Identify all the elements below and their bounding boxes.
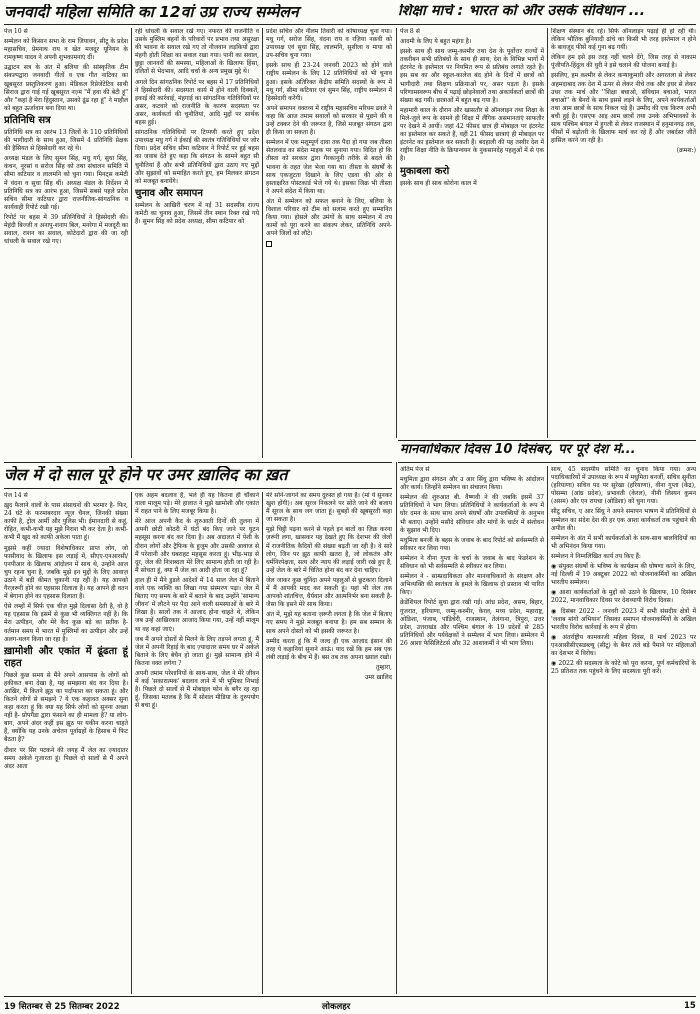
article-shiksha-col-1: पेज 8 से आदमी के लिए ये बहुत महंगा है। इसके साथ ही साथ जम्मू-कश्मीर तथा देश के पूर्वोत्तर राज्यों में तकरीबन सभी प्रतिबंधों के साथ ही साथ, देश के विभिन्न भागों में इंटरनेट के इस्तेमाल पर नियमित रूप से प्रतिबंध लगाते रहते हैं। इस सब का और स्कूल-कालेज बंद होने के दिनों में छात्रों को भागीदारी तथा शिक्षण प्रक्रियाओं पर, असर पड़ता है। इसके परिणामस्वरूप बीच में पढ़ाई छोड़नेवालों तथा अकार्यकर्ता छात्रों की संख्या बढ़ गयी। छात्राओं में बहुत बढ़ गया है। महामारी काल के दौरान और खासतौर से ऑनलाइन तथा शिक्षा के मिले-जुले रूप के सामने ही शिक्षा में लैंगिक असमानताएं साफतौर पर देखने में आयीं। जहां 42 फीसद छात्र ही मोबाइल पर इंटरनेट का इस्तेमाल कर सकते हैं, वहीं 21 फीसद छात्राएं ही मोबाइल पर इंटरनेट का इस्तेमाल कर सकती हैं। बदहाली की यह तस्वीर देश में राष्ट्रीय शिक्षा नीति के क्रियान्वयन के नुकसानदेह पहलुओं में से एक है। मुकाबला करो इसके साथ ही साथ कोरोना काल में xyxy=(400,28,544,187)
footer-date: 19 सितम्बर से 25 सितम्बर 2022 xyxy=(4,1002,120,1012)
subheading-chunav-samapan: चुनाव और समापन xyxy=(135,187,203,199)
footer-paper-name: लोकलहर xyxy=(322,1002,351,1012)
headline-mahila-samiti: जनवादी महिला समिति का 12वां उप्र राज्य सम्मेलन xyxy=(4,4,299,21)
article-shiksha-col-2: शिक्षण संस्थान बंद रहे। सिर्फ ऑनलाइन पढ़ाई ही हो रही थी। लेकिन भौतिक बुनियादी ढांचे का किसी भी तरह इस्तेमाल न होने के बावजूद फीसें कई गुना बढ़ गयीं। लेकिन हम इसे इस तरह नहीं चलने देंगे, जिस तरह से नाकाम पूंजीपति-हिंदुत्व की धुरी ने इसे चलाने की योजना बनाई है। इसलिए, हम कश्मीर से लेकर कन्याकुमारी और अगरतला से लेकर अहमदाबाद तक देश में ऊपर से लेकर नीचे तक और इधर से लेकर उधर तक मार्च और ''शिक्षा बचाओ, संविधान बचाओ, भारत बचाओ'' के बैनरों के साथ इससे लड़ने के लिए, अपने कार्यकर्ताओं तथा आम छात्रों के साथ निकल पड़े हैं। उम्मीद की एक किरण अभी बची हुई है। एसएफ आइ आम छात्रों तथा उनके अभिभावकों के साथ पश्चिम बंगाल में हुगली से लेकर राजस्थान में हनुमानगढ़ तक, फीसों में बढ़ोतरी के खिलाफ मार्च कर रहे हैं और जबर्दस्त जीतें हासिल करने जा रही है। (क्रमश:) xyxy=(551,28,696,155)
headline-manavadhikar: मानवाधिकार दिवस 10 दिसंबर, पर पूरे देश में... xyxy=(400,443,636,457)
footer-page-number: 15 xyxy=(684,1001,696,1011)
article-manav-col-1: अंतिम पेज से मधुमिता द्वारा संगठन और उ आर सिंधु द्वारा भविष्य के आंदोलन और कार्य। जिन्होंने सम्मेलन का संचालन किया। सम्मेलन की शुरुआत बी. वैष्णवी ने की जबकि इसमें 37 प्रतिनिधियों ने भाग लिया। प्रतिनिधियों ने कार्यकर्ताओं के रूप में घोर दमन के साथ साथ अपने संघर्षों और उपलब्धियों के अनुभव भी बताए। उन्होंने मसौदे संविधान और मांगों के चार्टर में संशोधन के सुझाव भी दिए। मधुमिता बनर्जी के बहस के जवाब के बाद रिपोर्ट को सर्वसम्मति से स्वीकार कर लिया गया। सम्मेलन ने वीना गुप्ता के चर्चा के जवाब के बाद फेडरेशन के संविधान को भी सर्वसम्मति से स्वीकार कर लिया। सम्मेलन ने - साम्प्रदायिकता और मानवाधिकारों के संरक्षण और अभिव्यक्ति की स्वतंत्रता के हमले के खिलाफ दो प्रस्ताव भी पारित किए। क्रेडेंशियल रिपोर्ट सुधा द्वारा रखी गई। आंध्र प्रदेश, असम, बिहार, गुजरात, हरियाणा, जम्मू-कश्मीर, केरल, मध्य प्रदेश, महाराष्ट्र, ओडिशा, पंजाब, पांडिचेरी, राजस्थान, तेलंगाना, त्रिपुरा, उत्तर प्रदेश, उत्तराखंड और पश्चिम बंगाल के 19 प्रदेशों से 285 प्रतिनिधियों और पर्यवेक्षकों ने सम्मेलन में भाग लिया। सम्मेलन में 26 आशा फेसिलिटेटर्स और 32 आशाकर्मी ने भी भाग लिया। xyxy=(400,466,544,647)
article-umar-col-3: मेरे सोने-जागने का समय दुरुस्त हो गया है। (मां ये सुनकर खुश होंगी)। अब सूरज निकलने पर सोते जाने की बजाय मैं सूरज के साथ जग जाता हूं। सुबहों की खूबसूरती कहा जा सकता है। मुझे चिट्ठी पढ़ना करने से पहले इन बातों का ज़िक्र करना ज़रूरी लगा, खासकर यह देखते हुए कि देशभर की जेलों में राजनीतिक कैदियों की संख्या बढ़ती जा रही है। वे सारे लोग, जिन पर झूठ काफी खतरा है, जो लोकतंत्र और धर्मनिरपेक्षता, सत्य और न्याय की लड़ाई जारी रखे हुए हैं, उन्हें जेल के बारे में चिंतित होना बंद कर देना चाहिए। जेल जाकर कुछ चुनिंदा अपने पहलुओं से छुटकारा दिलाने में मैं आपकी मदद कर सकती हूं। यहां भी जेल तक आपको शांतचित्त, धैर्यवान और आत्मनिर्भर बना सकती है- जैसा कि इसने मेरे साथ किया। अंत में, मुझे यह बताना ज़रूरी लगता है कि जेल में बिताए गए समय ने मुझे मजबूत बनाया है। हम सब सम्मान के साथ अपने दोस्तों को भी इसकी जरूरत है। उम्मीद करता हूं कि मैं जल्द ही एक आज़ाद इंसान की तरह ये कहानियां सुनाने आऊं। याद रखें कि हम सब एक लंबी लड़ाई के बीच में हैं। बस तब तक अपना ख्याल रखो। तुम्हारा, उमर ख़ालिद xyxy=(266,492,392,681)
article-manav-col-2: साथ, 45 सदस्यीय समिति का चुनाव किया गया। अन्य पदाधिकारियों में उपाध्यक्ष के रूप में मधुमिता बनर्जी, सचिव सुनीता (हरियाणा) सचिव पद पर सुरेखा (हरियाणा), वीना गुप्ता (केंद्र), पोसम्मा (आंध्र प्रदेश), प्रभावती (केरल), नीनी लिस्यन कुमन (असम) और एन रायचा (ओडिशा) को चुना गया। सीटू सचिव, ए आर सिंधु ने अपने समापन भाषण में प्रतिनिधियों से सम्मेलन का संदेश देश की हर एक आशा कार्यकर्ता तक पहुंचाने की अपील की। सम्मेलन के अंत में सभी कार्यकर्ताओं के साथ-साथ बालविदियों का भी अभिनंदन किया गया। सम्मेलन ने निम्नलिखित कार्य तय किए हैं: ◉ संयुक्त संघर्षों के भविष्य के कार्यक्रम की घोषणा करने के लिए, नई दिल्ली में 19 अक्टूबर 2022 को योजनाकर्मियों का अखिल भारतीय सम्मेलन। ◉ आशा कार्यकर्ताओं के मुद्दों को उठाने के खिलाफ, 10 दिसंबर 2022, मानवाधिकार दिवस पर देशव्यापी विरोध दिवस। ◉ दिसंबर 2022 - जनवरी 2023 में सभी संसदीय क्षेत्रों में 'जवाब मांगो अभियान' जिसका समापन योजनाकर्मियों के अखिल भारतीय विरोध कार्रवाई के रूप में होगा। ◉ अंतर्राष्ट्रीय कामकाजी महिला दिवस, 8 मार्च 2023 पर एनआसीसीएसडब्ल्यू (सीटू) के बैनर तले बड़े पैमाने पर महिलाओं का देशभर में विरोध। ◉ 2022 की सदस्यता के कोटे को पूरा करना, पूर्ण कर्मचारियों के 25 प्रतिशत तक पहुंचने के लिए सदस्यता पूरी करें। xyxy=(551,466,696,676)
headline-shiksha-march: शिक्षा मार्च : भारत को और उसके संविधान ... xyxy=(398,4,646,19)
article-mahila-col-3: प्रदेश सचिव और नीलम तिवारी को कोषाध्यक्ष चुना गया। मधु गर्ग, सरोज सिंह, वंदना राय व रज़िया नक़वी को उपाध्यक्ष एवं सुधा सिंह, लालमनि, सुशीला व माया को उप-सचिव चुना गया। इसके साथ ही 23-24 जनवरी 2023 को होने वाले राष्ट्रीय सम्मेलन के लिए 12 प्रतिनिधियों को भी चुनाव हुआ। इसके अतिरिक्त केंद्रीय समिति सदस्यों के रूप में मधु गर्ग, सीमा कटियार एवं सुमन सिंह, राष्ट्रीय सम्मेलन में हिस्सेदारी करेंगी। अपने समापन वक्तव्य में राष्ट्रीय महासचिव मरियम ढवले ने कहा कि आज तमाम सवालों को सरकार से पूछने की व उन्हें टक्कर देने की जरूरत है, जिसे मजबूत संगठन द्वारा ही किया जा सकता है। सम्मेलन में एक मशूम्पूर्ण दावा तक पैदा हो गया जब तीस्ता सेतलवाड का संदेश माइक पर सुनाया गया। विदित हो कि तीस्ता को सरकार द्वारा गैरकानूनी तरीके से बदले की भावना के तहत जेल भेजा गया था। तीस्ता के संघर्षों के साथ एकजुटता दिखाने के लिए एडवा की ओर से हस्ताक्षरित पोस्टकार्ड भेजे गये थे। इसका जिक्र भी तीस्ता ने अपने संदेश में किया था। अंत में सम्मेलन को सफल बनाने के लिए, बलिया के विशाल परिवार को टीम को सलाम करते हुए सम्मानित किया गया। होसले और उमंगों के साथ सम्मेलन में तय कामों को पूरा करने का संकल्प लेकर, प्रतिनिधि अपने-अपने जिलों को लौटे। xyxy=(266,28,392,458)
headline-umar-khalid: जेल में दो साल पूरे होने पर उमर ख़ालिद का ख़त xyxy=(4,466,288,484)
signoff-umar-khalid: उमर ख़ालिद xyxy=(365,673,392,681)
article-mahila-col-1: पेज 10 से सम्मेलन को किसान सभा के राम जियावन, सीटू के प्रदेश महासचिव, प्रेमनाथ राय व खेत मजदूर यूनियन के रामकृष्ण यादव ने अपनी शुभकामनाएं दीं। उद्घाटन सत्र के अंत में बलिया की सांस्कृतिक टीम संकल्पद्वारा जनवादी गीतों व एक गीत नाटिका का खूबसूरत प्रस्तुतिकरण हुआ। मेडिकल रिप्रेजेंटेटिव साथी सिराज द्वारा गाई गई खूबसूरत नज़्म "मैं हवा की बेटी हूं" और "कहां है मेरा हिंदुस्तान, उसको ढूंढ रहा हूं" ने माहौल को बहुत ऊर्जावान बना दिया था। प्रतिनिधि सत्र प्रतिनिधि सत्र का आरंभ 13 जिलों के 110 प्रतिनिधियों की भागीदारी के साथ हुआ, जिसमें 4 प्रतिनिधि प्रेक्षक की हैसियत से हिस्सेदारी कर रहे थे। अध्यक्ष मंडल के लिए सुमन सिंह, मधु गर्ग, सुधा सिंह, कंचन, नूरसां व सरोज सिंह को तथा संचालन समिति में सीमा कटियार व लालमनि को चुना गया। मिनट्स कमेटी में वंदना व सुधा सिंह थीं। अध्यक्ष मंडल के निर्देशन में प्रतिनिधि सत्र का आरंभ हुआ, जिसमें सबसे पहले प्रदेश सचिव सीमा कटियार द्वारा राजनीतिक-सांगठनिक व कार्यवाही रिपोर्ट रखी गई। रिपोर्ट पर बहस में 39 प्रतिनिधियों ने हिस्सेदारी की। मेहंदी बिज्जी व अनापु-शनाप बिल, मनरेगा में मजदूरी का सवाल, राशन का सवाल, कोटेदारों द्वारा की जा रही धांधली के सवाल रखे गए। xyxy=(4,28,128,246)
article-umar-col-1: पेज 14 से ख़ुद फैलाने वालों के पास संसाधनों की भरमार है- फिर, 24 घंटे के फरमाबरदार न्यूज़ चैनल, जिनकी संख्या काफी है, ट्रोल आर्मी और पुलिस भी। ईमानदारी से कहूं, रोहित, कभी-कभी यह मुझे निराश भी कर देता है। कभी-कभी मैं खुद को काफी अकेला पाता हूं। मुझसे कहीं ज्यादा विशेषाधिकार प्राप्त लोग, जो फासीवाद के खिलाफ इस लड़ाई में, सीएए-एनआरसी/एनपीआर के खिलाफ आंदोलन में साथ थे, उन्होंने आज चुप रहना चुना है, जबकि मुझे इन मुद्दों के लिए आवाज़ उठाने में बड़ी कीमत चुकानी पड़ रही है। यह आपको गैरज़रूरी होने का एहसास दिलाता है। यह आपने ही वतन में बेगाना होने का एहसास दिलाता है। ऐसे लम्हों में सिर्फ एक चीज़ मुझे दिलासा देती है, वो है यह एहसास कि इसमें से कुछ भी व्यक्तिगत नहीं है। कि मेरा उत्पीड़न, और मेरे कैद कुछ बड़े का प्रतीक है- वर्तमान समय में भारत में मुस्लिमों का उत्पीड़न और उन्हें अलग-थलग किया जा रहा है। ख़ामोशी और एकांत में ढूंढता हूं राहत पिछले कुछ समय से मैंने अपने आसपास के लोगों को हकीकत बना देखा है, यह समझाना बंद कर दिया है। आखिर, मैं कितने झूठ का पर्दाफाश कर सकता हूं। और कितने लोगों से समझने ? ये एक कहावत अक्सर सुना कहा करता हूं कि क्या यह सिर्फ लोगों को सुनना अच्छा नहीं है- प्रोपगैंडा द्वारा फंसाने का ही मामला है? या लोग-बाग, अपने अंदर कहीं इस झूठ पर यकीन करना चाहते हैं, क्योंकि यह उनके अचेतन पूर्वाग्रहों के हिसाब में फिट बैठता है? दीवार पर सिर पटकने की जगह मैं जेल का ज़्यादातर समय अकेले गुजारता हूं। पिछले दो सालों से मैं अपने अंदर आता xyxy=(4,492,128,770)
article-mahila-col-2: रही धांधली के सवाल रखे गए। नफरत की राजनीति व उसके मुस्लिम बहनों के परिवारों पर प्रभाव तथा असुरक्षा की भावना के सवाल रखे गए तो नौजवान लड़कियों द्वारा मंहगी होती शिक्षा का सवाल रखा गया। पानी का सवाल, छुट्टा जानवरों की समस्या, महिलाओं के खिलाफ हिंसा, दलितों से भेदभाव, आदि चर्चा के अन्य प्रमुख मुद्दे थे। अगले दिन सांगठनिक रिपोर्ट पर बहस में 17 प्रतिनिधियों ने हिस्सेदारी की। सदस्यता कार्य में होने वाली दिक्कतें, इकाई की कार्रवाई, मंहगाई का सांगठनिक गतिविधियों पर असर, कटवारे को राजनीति के कारण सदस्यता पर असर, कार्यकर्ता की चुनौतियां, आदि मुद्दों पर सार्थक बहस हुई। सांगठनिक गतिविधियों पर टिप्पणी करते हुए प्रदेश उपाध्यक्ष मधु गर्ग ने ईकाई की स्वतंत्र गतिविधियों पर जोर दिया। प्रदेश सचिव सीमा कटियार ने रिपोर्ट पर हुई बहस का जवाब देते हुए कहा कि संगठन के सामने बहुत सी चुनौतियां हैं और सभी प्रतिनिधियों द्वारा उठाए गए मुद्दों और सुझावों को समाहित करते हुए, हम मिलकर संगठन को मजबूत बनायेंगे। चुनाव और समापन सम्मेलन के आखिरी चरण में नई 31 सदस्यीय राज्य कमेटी का चुनाव हुआ, जिसमें तीन स्थान रिक्त रखे गये हैं। सुमन सिंह को प्रदेश अध्यक्ष, सीमा कटियार को xyxy=(135,28,259,225)
signoff-tumhara: तुम्हारा, xyxy=(375,663,392,671)
subheading-mukabla-karo: मुकाबला करो xyxy=(400,165,450,177)
article-umar-col-2: एक अहम बदलाव है, भले ही यह कितना ही चौंकाने वाला मालूम पड़े। मेरे हालात ने मुझे खामोशी और एकांत में राहत पाने के लिए मजबूर किया है। मेरे आज अपनी कैद के शुरुआती दिनों की तुलना में अपनी छोटी कोठरी में घंटों बंद किए जाने पर घुटन महसूस करना बंद कर दिया है। अब अदालत में पेशी के दौरान लोगों और ट्रैफिक के हुजूम और उसकी आवाज से मैं परेशानी और घबराहट महसूस करता हूं। भीड़-भाड़ से दूर, जेल की निःशब्दता मेरे लिए सामान्य होती जा रही है। मैं सोचता हूं, क्या मैं जेल का आदी होता जा रहा हूं? हाल ही में मैंने डुडले आदेशों में 14 साल जेल में बिताने वाले एक व्यक्ति का लिखा गया संस्मरण पढ़ा। जेल में बिताए गए समय के बारे में बताने के बाद उन्होंने 'सामान्य जीवन' में लौटने पर पैदा आने वाली समस्याओं के बारे में लिखा है। सालों तक ने आजाद होना चाहते थे, लेकिन जब उन्हें आखिरकार आजाद किया गया, उन्हें नहीं मालूम था वह कहां जाएं। जब मैं अपने दोस्तों से मिलने के लिए तड़पने लगता हूं, मैं जेल में अपनी रिहाई के बाद ज़्यादातर समय घर में अकेले बिताने के लिए बेचैन हो जाता हूं। मुझे सामान्य होने में कितना वक्त लगेगा ? अपनी तमाम परेशानियों के साथ-साथ, जेल ने मेरे जीवन में कई 'सकारात्मक' बदलाव लाने में भी भूमिका निभाई है। पिछले दो सालों से मैं मोबाइल फोन के बगैर रह रहा हूं, जिसका मतलब है कि मैं सोशल मीडिया के दुरुपयोग से बचा हूं। xyxy=(135,492,259,710)
subheading-khamoshi: ख़ामोशी और एकांत में ढूंढता हूं राहत xyxy=(4,645,128,669)
subheading-pratinidhi-satra: प्रतिनिधि सत्र xyxy=(4,114,51,126)
headline-rule xyxy=(4,24,696,25)
end-mark xyxy=(266,241,272,247)
page-footer xyxy=(0,998,700,1014)
